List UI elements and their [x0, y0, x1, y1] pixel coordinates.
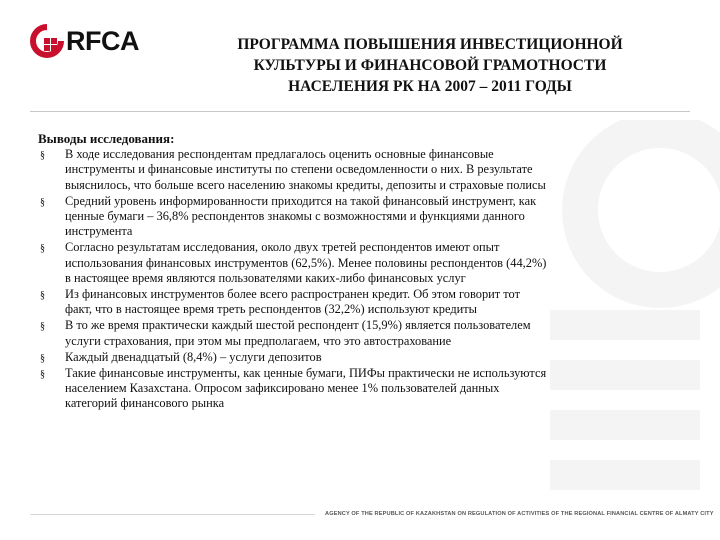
bullet-icon: §: [40, 150, 45, 162]
rfca-emblem-icon: [30, 24, 64, 58]
bullet-icon: §: [40, 369, 45, 381]
bullet-line: Такие финансовые инструменты, как ценные бумаги, ПИФы практически не используются: [65, 366, 547, 381]
list-item: [38, 194, 696, 240]
bullet-line: выяснилось, что больше всего населению знакомы кредиты, депозиты и страховые полисы: [65, 177, 546, 192]
content-body: [38, 131, 696, 413]
page-title: [170, 34, 690, 97]
list-item: [38, 240, 696, 286]
bullet-line: Согласно результатам исследования, около двух третей респондентов имеют опыт: [65, 240, 500, 255]
bullet-icon: §: [40, 352, 45, 364]
bullet-line: В то же время практически каждый шестой респондент (15,9%) является пользователем: [65, 318, 531, 333]
bullet-icon: §: [40, 196, 45, 208]
bullet-line: в настоящее время являются пользователями каких-либо финансовых услуг: [65, 270, 466, 285]
bullet-line: инструменты и финансовые институты по степени осведомленности о них. В результате: [65, 162, 533, 177]
bullet-line: Из финансовых инструментов более всего распространен кредит. Об этом говорит тот: [65, 287, 520, 302]
bullet-line: В ходе исследования респондентам предлагалось оценить основные финансовые: [65, 147, 494, 162]
footer-text: AGENCY OF THE REPUBLIC OF KAZAKHSTAN ON REGULATION OF ACTIVITIES OF THE REGIONAL FINANCIAL CENTRE OF ALMATY CITY: [325, 511, 714, 517]
title-line: ПРОГРАММА ПОВЫШЕНИЯ ИНВЕСТИЦИОННОЙ: [237, 36, 623, 53]
bullet-line: ценные бумаги – 36,8% респондентов знакомы с возможностями и функциями данного: [65, 209, 525, 224]
bullet-icon: §: [40, 290, 45, 302]
list-item: [38, 366, 696, 412]
bullet-line: Каждый двенадцатый (8,4%) – услуги депозитов: [65, 349, 322, 364]
bullet-line: категорий финансового рынка: [65, 396, 225, 411]
bullet-icon: §: [40, 321, 45, 333]
bullet-line: услуги страхования, при этом мы предполагаем, что это автострахование: [65, 333, 452, 348]
list-item: [38, 318, 696, 348]
logo-text: RFCA: [66, 25, 139, 56]
bullet-line: использования финансовых инструментов (62,5%). Менее половины респондентов (44,2%): [65, 255, 547, 270]
title-line: НАСЕЛЕНИЯ РК НА 2007 – 2011 ГОДЫ: [288, 78, 572, 95]
bullet-icon: §: [40, 243, 45, 255]
findings-list: [38, 147, 696, 411]
list-item: [38, 350, 696, 365]
title-line: КУЛЬТУРЫ И ФИНАНСОВОЙ ГРАМОТНОСТИ: [253, 57, 607, 74]
list-item: [38, 147, 696, 193]
rfca-logo: [30, 24, 139, 58]
bullet-line: Средний уровень информированности приходится на такой финансовый инструмент, как: [65, 193, 537, 208]
title-divider: [30, 111, 690, 112]
list-item: [38, 287, 696, 317]
findings-heading: Выводы исследования:: [38, 131, 175, 146]
bullet-line: инструмента: [65, 224, 133, 239]
bullet-line: населением Казахстана. Опросом зафиксировано менее 1% пользователей данных: [65, 381, 500, 396]
footer-divider: [30, 514, 315, 515]
bullet-line: факт, что в настоящее время треть респондентов (32,2%) используют кредиты: [65, 302, 478, 317]
